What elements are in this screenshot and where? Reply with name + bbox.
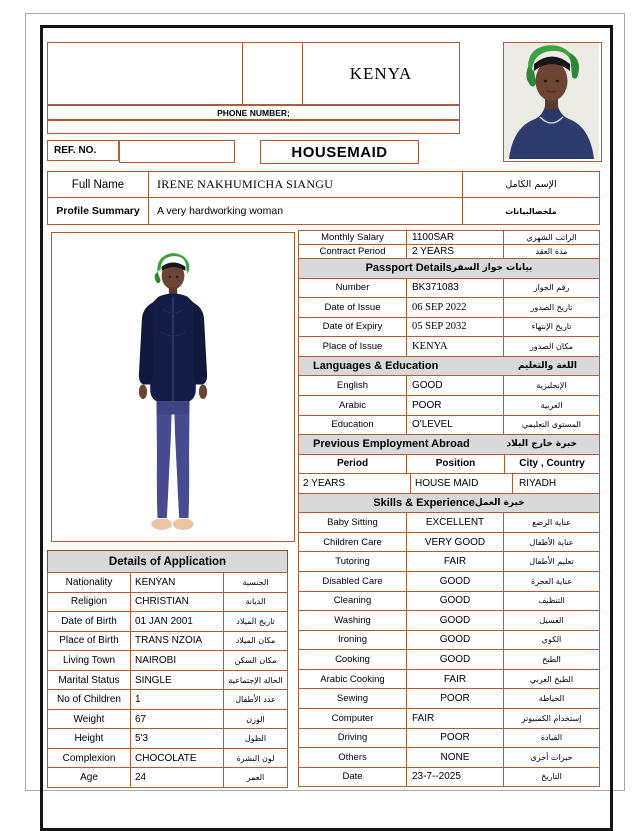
field-label: Contract Period <box>299 245 407 258</box>
field-label-arabic: مكان الصدور <box>529 342 574 352</box>
field-label-arabic: الكوي <box>541 635 562 645</box>
table-row <box>47 709 288 730</box>
field-label: Cooking <box>299 650 407 669</box>
table-row <box>298 669 600 690</box>
section-header <box>298 493 600 514</box>
field-value: 01 JAN 2001 <box>131 612 224 631</box>
field-value: 1 <box>131 690 224 709</box>
field-label-arabic: الحالة الإجتماعية <box>228 675 283 685</box>
ref-no-label: REF. NO. <box>47 140 119 161</box>
employment-position: HOUSE MAID <box>411 474 513 493</box>
table-row <box>298 571 600 592</box>
field-value: POOR <box>407 396 504 415</box>
table-row <box>298 708 600 729</box>
field-label-arabic: تاريخ الإنتهاء <box>531 322 572 332</box>
field-value: GOOD <box>407 572 504 591</box>
field-value: 67 <box>131 710 224 729</box>
field-label-arabic: لون البشرة <box>236 753 275 763</box>
field-value: 24 <box>131 768 224 787</box>
table-row <box>298 728 600 749</box>
field-label: Date of Birth <box>48 612 131 631</box>
field-label-arabic: الخياطة <box>538 694 565 704</box>
field-label: Age <box>48 768 131 787</box>
field-label: Disabled Care <box>299 572 407 591</box>
header-spacer-cell <box>243 43 303 105</box>
field-label-arabic: الوزن <box>246 714 265 724</box>
field-label-arabic: الطول <box>244 734 267 744</box>
table-row <box>298 244 600 259</box>
table-row <box>47 670 288 691</box>
field-label: Date <box>299 768 407 787</box>
table-row <box>47 631 288 652</box>
field-value: 5'3 <box>131 729 224 748</box>
field-value: 05 SEP 2032 <box>407 318 504 337</box>
profile-summary-value: A very hardworking woman <box>149 198 463 224</box>
table-row <box>298 630 600 651</box>
field-value: POOR <box>407 689 504 708</box>
field-label: Date of Expiry <box>299 318 407 337</box>
table-row <box>298 415 600 436</box>
table-row <box>298 688 600 709</box>
field-label-arabic: التاريخ <box>541 772 562 782</box>
field-label-arabic: عدد الأطفال <box>235 695 276 705</box>
ref-no-value-box <box>119 140 235 163</box>
details-title: Details of Application <box>47 550 288 573</box>
field-value: SINGLE <box>131 671 224 690</box>
field-value: 1100SAR <box>407 231 504 244</box>
field-label-arabic: المستوى التعليمي <box>521 420 582 430</box>
header-empty-row <box>47 119 460 134</box>
employment-period: 2 YEARS <box>299 474 411 493</box>
table-row <box>298 551 600 572</box>
field-label-arabic: التنظيف <box>538 596 565 606</box>
field-label: Number <box>299 279 407 298</box>
field-label: Others <box>299 748 407 767</box>
table-row <box>47 611 288 632</box>
table-row <box>47 592 288 613</box>
field-value: CHRISTIAN <box>131 593 224 612</box>
field-label: Sewing <box>299 689 407 708</box>
table-row <box>298 278 600 299</box>
field-label-arabic: الطبخ <box>542 655 561 665</box>
field-label: Height <box>48 729 131 748</box>
section-header <box>298 356 600 377</box>
field-label: Complexion <box>48 749 131 768</box>
field-label: Place of Issue <box>299 337 407 356</box>
field-value: GOOD <box>407 611 504 630</box>
section-title: Passport Details <box>365 262 452 275</box>
field-label: Marital Status <box>48 671 131 690</box>
details-rows <box>47 572 288 788</box>
employment-position: Position <box>407 455 505 474</box>
field-label: Washing <box>299 611 407 630</box>
employment-city-country: RIYADH <box>519 477 557 489</box>
section-title-arabic: بيانات جواز السفر <box>451 263 533 274</box>
field-value: NONE <box>407 748 504 767</box>
field-label: Driving <box>299 729 407 748</box>
field-value: EXCELLENT <box>407 513 504 532</box>
field-value: GOOD <box>407 376 504 395</box>
field-label: Religion <box>48 593 131 612</box>
section-header <box>298 434 600 455</box>
position-title: HOUSEMAID <box>260 140 419 164</box>
full-name-row <box>47 171 600 198</box>
section-title: Languages & Education <box>313 360 439 373</box>
header-grid <box>47 42 460 106</box>
identity-table <box>47 171 600 225</box>
phone-number-row: PHONE NUMBER; <box>47 104 460 121</box>
table-row <box>298 375 600 396</box>
field-label-arabic: الجنسية <box>242 577 269 587</box>
field-value: VERY GOOD <box>407 533 504 552</box>
field-value: 2 YEARS <box>407 245 504 258</box>
field-label-arabic: القيادة <box>540 733 563 743</box>
table-row <box>47 748 288 769</box>
field-label-arabic: العربية <box>540 400 563 410</box>
full-name-value: IRENE NAKHUMICHA SIANGU <box>149 172 463 197</box>
table-row <box>298 317 600 338</box>
table-row <box>298 297 600 318</box>
field-value: KENYA <box>407 337 504 356</box>
field-value: POOR <box>407 729 504 748</box>
section-title-arabic: خبرة خارج البلاد <box>506 439 577 450</box>
field-value: CHOCOLATE <box>131 749 224 768</box>
employment-period: Period <box>299 455 407 474</box>
table-row <box>298 610 600 631</box>
field-label-arabic: مدة العقد <box>535 247 568 256</box>
section-title-arabic: اللغة والتعليم <box>517 361 577 372</box>
field-label: Baby Sitting <box>299 513 407 532</box>
table-row <box>298 767 600 788</box>
field-label-arabic: العمر <box>246 773 265 783</box>
section-title-arabic: خبرة العمل <box>474 498 525 509</box>
field-value: 23-7--2025 <box>407 768 504 787</box>
field-value: GOOD <box>407 631 504 650</box>
field-label-arabic: الإنجليزية <box>536 381 567 391</box>
table-row <box>298 336 600 357</box>
profile-summary-label-arabic: ملخصالبيانات <box>505 206 557 216</box>
field-label: Arabic Cooking <box>299 670 407 689</box>
field-label: Date of Issue <box>299 298 407 317</box>
field-label-arabic: الغسيل <box>539 615 564 625</box>
field-label: Living Town <box>48 651 131 670</box>
field-label-arabic: الطبخ العربي <box>529 674 574 684</box>
field-label: Children Care <box>299 533 407 552</box>
right-detail-tables <box>298 230 600 787</box>
table-row <box>47 767 288 788</box>
agency-logo-cell <box>48 43 243 105</box>
field-label-arabic: إستخدام الكمبيوتر <box>521 713 582 723</box>
profile-summary-label: Profile Summary <box>48 198 149 224</box>
field-label: Tutoring <box>299 552 407 571</box>
field-label-arabic: تاريخ الميلاد <box>236 616 275 626</box>
field-label-arabic: تعليم الأطفال <box>529 557 574 567</box>
details-of-application <box>47 550 288 788</box>
field-label-arabic: الراتب الشهري <box>526 233 577 242</box>
table-row <box>298 747 600 768</box>
table-row <box>298 532 600 553</box>
field-label-arabic: الديانة <box>245 597 266 607</box>
field-label: Ironing <box>299 631 407 650</box>
full-body-photo <box>51 232 295 542</box>
field-value: GOOD <box>407 650 504 669</box>
field-label: Computer <box>299 709 407 728</box>
field-label: Arabic <box>299 396 407 415</box>
field-label-arabic: عناية الرضع <box>532 518 571 528</box>
employment-row <box>298 473 600 494</box>
table-row <box>47 728 288 749</box>
field-value: O'LEVEL <box>407 416 504 435</box>
table-row <box>298 649 600 670</box>
table-row <box>298 512 600 533</box>
profile-summary-row <box>47 197 600 225</box>
full-body-photo-graphic <box>98 249 248 549</box>
field-label-arabic: مكان السكن <box>234 655 277 665</box>
field-value: BK371083 <box>407 279 504 298</box>
field-value: FAIR <box>407 670 504 689</box>
employment-row <box>298 454 600 475</box>
field-value: FAIR <box>407 552 504 571</box>
employment-city-country: City , Country <box>519 458 585 470</box>
field-label: Weight <box>48 710 131 729</box>
field-value: 06 SEP 2022 <box>407 298 504 317</box>
field-label: Cleaning <box>299 592 407 611</box>
field-value: TRANS NZOIA <box>131 632 224 651</box>
field-label: English <box>299 376 407 395</box>
full-name-label-arabic: الإسم الكامل <box>505 179 557 190</box>
field-value: NAIROBI <box>131 651 224 670</box>
passport-photo <box>503 42 602 162</box>
field-label-arabic: خبرات أخرى <box>530 752 573 762</box>
field-label: Monthly Salary <box>299 231 407 244</box>
table-row <box>298 230 600 245</box>
field-value: GOOD <box>407 592 504 611</box>
field-label-arabic: عناية العجزة <box>531 576 572 586</box>
field-value: FAIR <box>407 709 504 728</box>
section-title: Skills & Experience <box>373 497 475 510</box>
field-label: Education <box>299 416 407 435</box>
field-label-arabic: رقم الجواز <box>533 283 570 293</box>
field-label-arabic: تاريخ الصدور <box>530 302 573 312</box>
country-name: KENYA <box>349 64 413 83</box>
full-name-label: Full Name <box>48 172 149 197</box>
table-row <box>298 591 600 612</box>
table-row <box>47 572 288 593</box>
section-header <box>298 258 600 279</box>
table-row <box>298 395 600 416</box>
field-label: No of Children <box>48 690 131 709</box>
passport-photo-graphic <box>504 43 599 159</box>
field-label: Nationality <box>48 573 131 592</box>
field-value: KENYAN <box>131 573 224 592</box>
table-row <box>47 689 288 710</box>
section-title: Previous Employment Abroad <box>313 438 470 451</box>
field-label-arabic: عناية الأطفال <box>529 537 574 547</box>
table-row <box>47 650 288 671</box>
field-label: Place of Birth <box>48 632 131 651</box>
field-label-arabic: مكان الميلاد <box>235 636 276 646</box>
